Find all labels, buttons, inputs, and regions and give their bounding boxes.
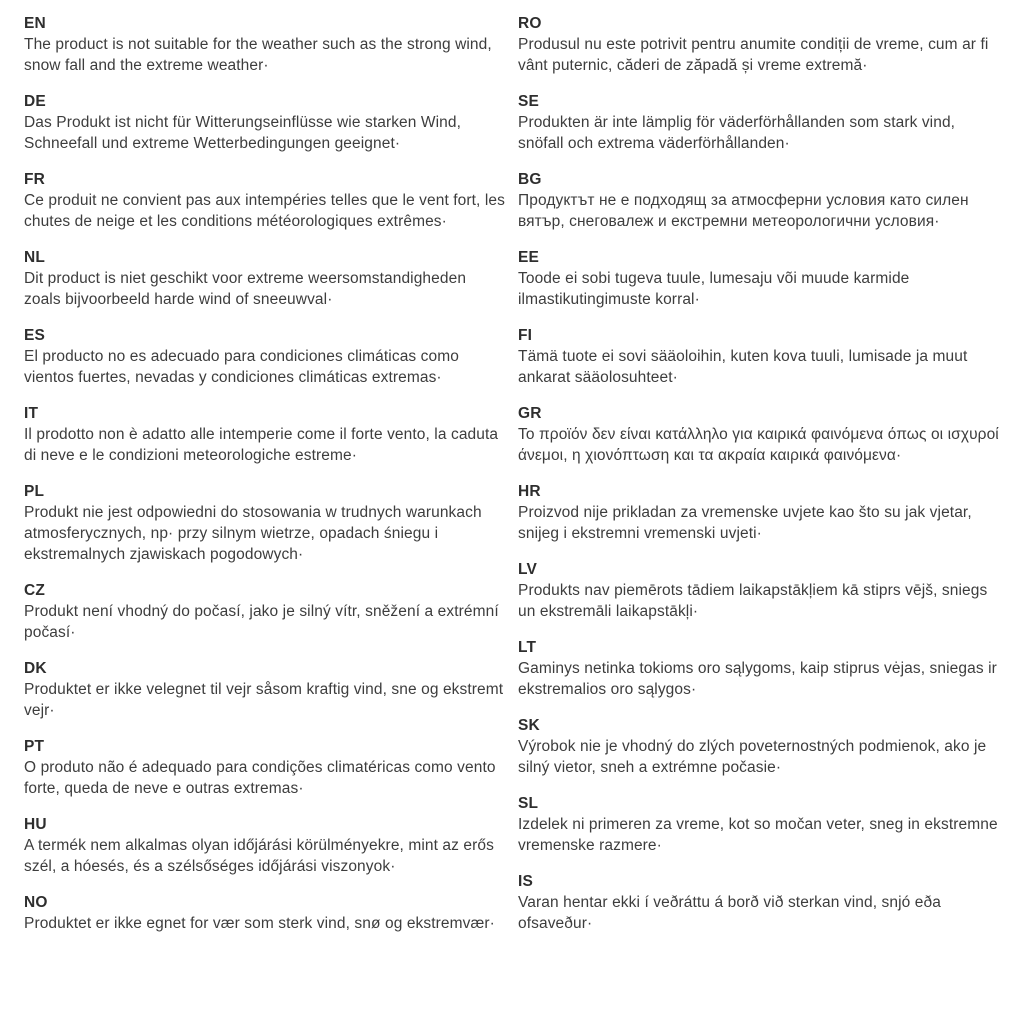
language-code-es: ES [24,327,46,344]
language-text-fr: Ce produit ne convient pas aux intempéries telles que le vent fort, les chutes de neige et les conditions météorologiques extrêmes· [24,192,505,230]
entry-hu [24,814,506,877]
language-text-is: Varan hentar ekki í veðráttu á borð við sterkan vind, snjó eða ofsaveður· [518,894,941,932]
language-code-is: IS [518,873,534,890]
language-code-it: IT [24,405,39,422]
language-code-fr: FR [24,171,46,188]
entry-dk [24,658,506,721]
language-code-hu: HU [24,816,47,833]
entry-lt [518,637,1000,700]
language-text-en: The product is not suitable for the weather such as the strong wind, snow fall and the extreme weather· [24,36,492,74]
language-code-sk: SK [518,717,540,734]
language-code-gr: GR [518,405,542,422]
language-code-se: SE [518,93,540,110]
language-text-hr: Proizvod nije prikladan za vremenske uvjete kao što su jak vjetar, snijeg i ekstremni vremenski uvjeti· [518,504,972,542]
language-text-pt: O produto não é adequado para condições climatéricas como vento forte, queda de neve e outras extremas· [24,759,496,797]
language-text-lv: Produkts nav piemērots tādiem laikapstākļiem kā stiprs vējš, sniegs un ekstremāli laikapstākļi· [518,582,988,620]
language-code-dk: DK [24,660,47,677]
language-code-no: NO [24,894,48,911]
language-code-ro: RO [518,15,542,32]
entry-no [24,892,506,934]
language-text-de: Das Produkt ist nicht für Witterungseinflüsse wie starken Wind, Schneefall und extreme Wetterbedingungen geeignet· [24,114,462,152]
language-code-lv: LV [518,561,538,578]
language-code-nl: NL [24,249,46,266]
language-code-fi: FI [518,327,533,344]
language-text-es: El producto no es adecuado para condiciones climáticas como vientos fuertes, nevadas y condiciones climáticas extremas· [24,348,459,386]
entry-fr [24,169,506,232]
language-text-sl: Izdelek ni primeren za vreme, kot so močan veter, sneg in ekstremne vremenske razmere· [518,816,998,854]
language-code-hr: HR [518,483,541,500]
entry-es [24,325,506,388]
entry-se [518,91,1000,154]
language-code-ee: EE [518,249,540,266]
language-text-gr: Το προϊόν δεν είναι κατάλληλο για καιρικά φαινόμενα όπως οι ισχυροί άνεμοι, η χιονόπτωση και τα ακραία καιρικά φαινόμενα· [518,426,999,464]
entry-lv [518,559,1000,622]
language-text-pl: Produkt nie jest odpowiedni do stosowania w trudnych warunkach atmosferycznych, np· przy silnym wietrze, opadach śniegu i ekstremalnych zjawiskach pogodowych· [24,504,482,563]
language-text-ee: Toode ei sobi tugeva tuule, lumesaju või muude karmide ilmastikutingimuste korral· [518,270,910,308]
language-code-sl: SL [518,795,539,812]
entry-nl [24,247,506,310]
language-text-cz: Produkt není vhodný do počasí, jako je silný vítr, sněžení a extrémní počasí· [24,603,499,641]
language-text-se: Produkten är inte lämplig för väderförhållanden som stark vind, snöfall och extrema väderförhållanden· [518,114,956,152]
language-text-bg: Продуктът не е подходящ за атмосферни условия като силен вятър, снеговалеж и екстремни метеорологични условия· [518,192,969,230]
language-text-ro: Produsul nu este potrivit pentru anumite condiții de vreme, cum ar fi vânt puternic, căderi de zăpadă și vreme extremă· [518,36,989,74]
entry-is [518,871,1000,934]
language-code-pt: PT [24,738,45,755]
entry-fi [518,325,1000,388]
entry-gr [518,403,1000,466]
entry-pt [24,736,506,799]
entry-hr [518,481,1000,544]
language-text-lt: Gaminys netinka tokioms oro sąlygoms, kaip stiprus vėjas, sniegas ir ekstremalios oro sąlygos· [518,660,997,698]
language-code-lt: LT [518,639,537,656]
language-text-fi: Tämä tuote ei sovi sääoloihin, kuten kova tuuli, lumisade ja muut ankarat sääolosuhteet· [518,348,968,386]
entry-de [24,91,506,154]
language-text-no: Produktet er ikke egnet for vær som sterk vind, snø og ekstremvær· [24,915,495,932]
entry-pl [24,481,506,565]
entry-ro [518,13,1000,76]
language-code-cz: CZ [24,582,46,599]
entry-ee [518,247,1000,310]
language-text-dk: Produktet er ikke velegnet til vejr såsom kraftig vind, sne og ekstremt vejr· [24,681,504,719]
entry-it [24,403,506,466]
language-text-nl: Dit product is niet geschikt voor extreme weersomstandigheden zoals bijvoorbeeld harde wind of sneeuwval· [24,270,467,308]
language-text-hu: A termék nem alkalmas olyan időjárási körülményekre, mint az erős szél, a hóesés, és a szélsőséges időjárási viszonyok· [24,837,494,875]
language-code-pl: PL [24,483,45,500]
language-code-bg: BG [518,171,542,188]
entry-en [24,13,506,76]
language-text-sk: Výrobok nie je vhodný do zlých poveternostných podmienok, ako je silný vietor, sneh a extrémne počasie· [518,738,987,776]
entry-sl [518,793,1000,856]
entry-sk [518,715,1000,778]
left-column [24,13,506,949]
language-code-en: EN [24,15,46,32]
entry-cz [24,580,506,643]
language-text-it: Il prodotto non è adatto alle intemperie come il forte vento, la caduta di neve e le condizioni meteorologiche estreme· [24,426,499,464]
entry-bg [518,169,1000,232]
language-code-de: DE [24,93,46,110]
right-column [518,13,1000,949]
